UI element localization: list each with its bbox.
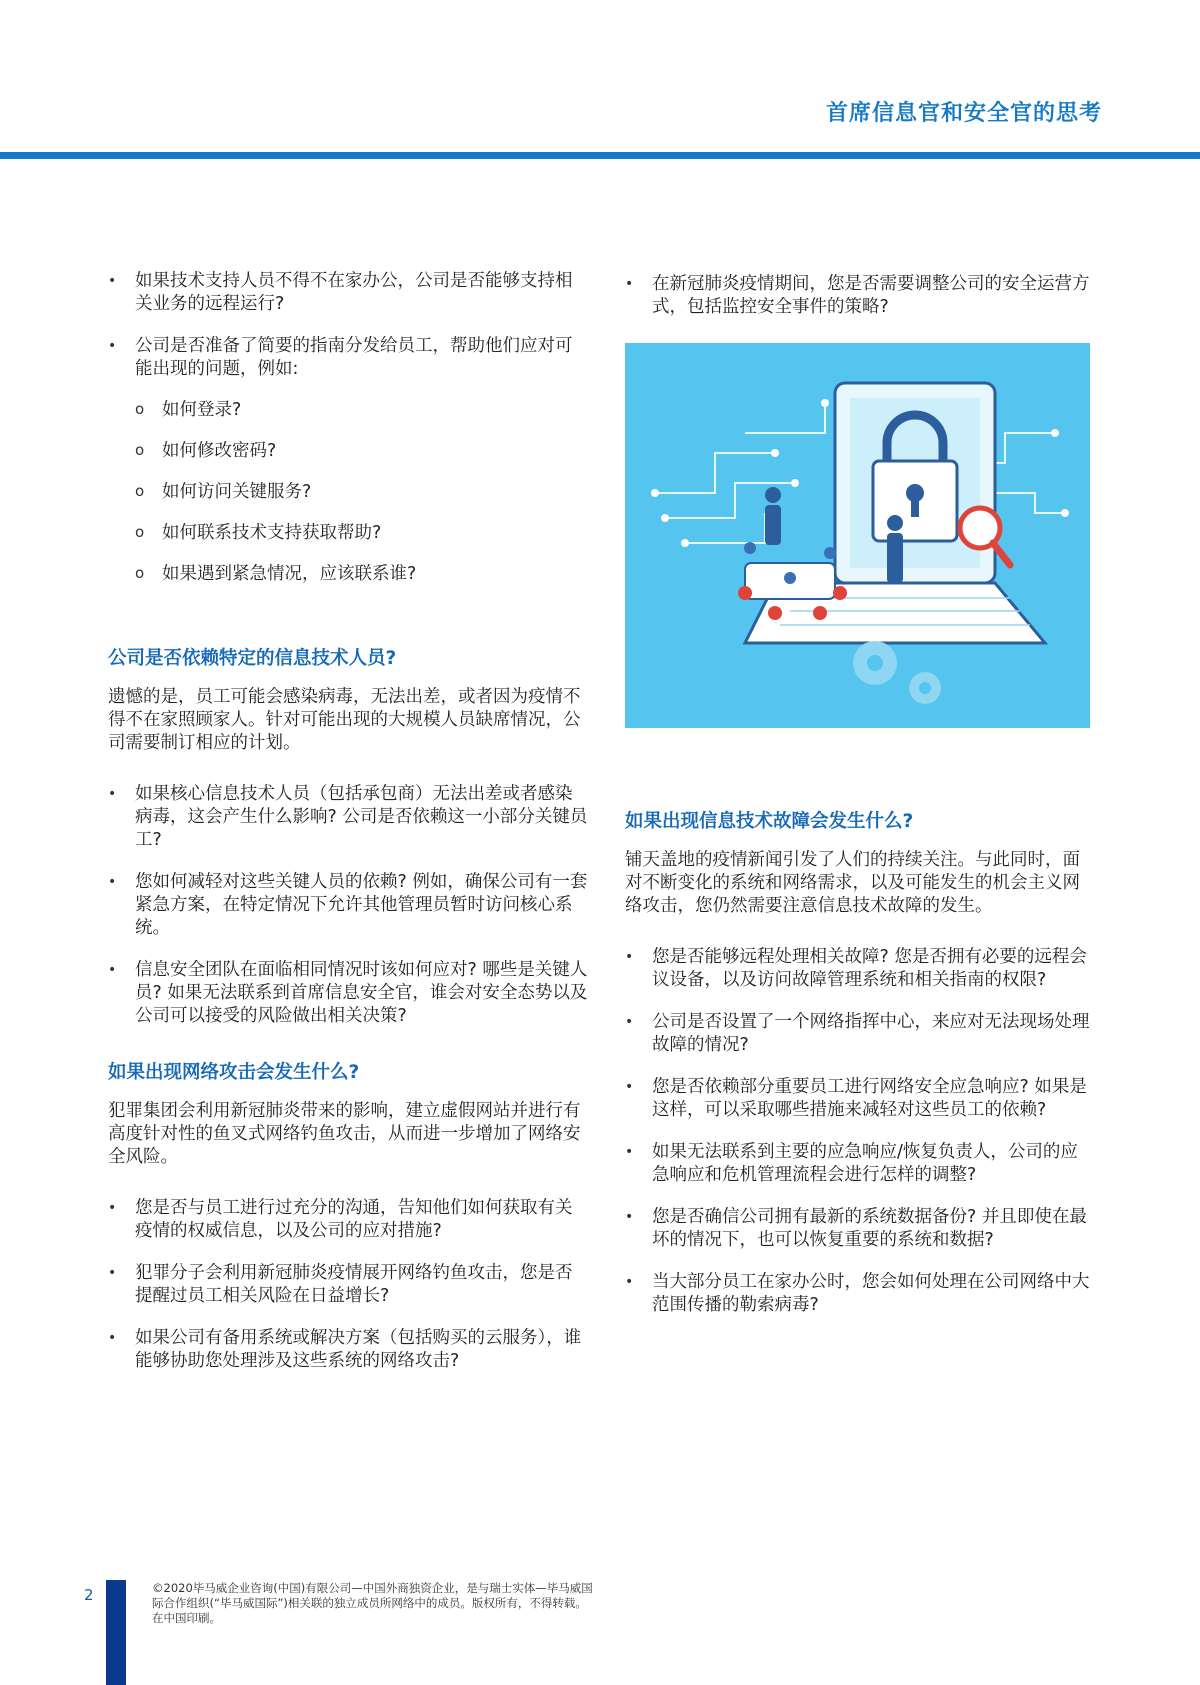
section-heading: 公司是否依赖特定的信息技术人员? (108, 648, 397, 669)
copyright-line: 在中国印刷。 (152, 1611, 221, 1625)
copyright-line: 际合作组织(“毕马威国际”)相关联的独立成员所网络中的成员。版权所有，不得转载。 (152, 1596, 587, 1610)
list-item: • 如果无法联系到主要的应急响应/恢复负责人，公司的应急响应和危机管理流程会进行怎样的调整? (625, 1141, 1090, 1187)
list-item: • 公司是否设置了一个网络指挥中心，来应对无法现场处理故障的情况? (625, 1011, 1090, 1057)
list-item: • 您是否确信公司拥有最新的系统数据备份? 并且即使在最坏的情况下，也可以恢复重要的系统和数据? (625, 1206, 1090, 1252)
list-item: • 您是否能够远程处理相关故障? 您是否拥有必要的远程会议设备，以及访问故障管理系统和相关指南的权限? (625, 946, 1090, 992)
section-list (108, 1197, 588, 1373)
list-item: • 您是否与员工进行过充分的沟通，告知他们如何获取有关疫情的权威信息，以及公司的应对措施? (108, 1197, 588, 1243)
list-item: • 当大部分员工在家办公时，您会如何处理在公司网络中大范围传播的勒索病毒? (625, 1271, 1090, 1317)
right-column (625, 273, 1090, 1336)
list-item-text: 公司是否准备了简要的指南分发给员工，帮助他们应对可能出现的问题，例如: (135, 336, 573, 379)
sub-list-item: o 如何联系技术支持获取帮助? (135, 522, 588, 545)
list-item: • 犯罪分子会利用新冠肺炎疫情展开网络钓鱼攻击，您是否提醒过员工相关风险在日益增长? (108, 1262, 588, 1308)
page-header-title: 首席信息官和安全官的思考 (825, 101, 1102, 126)
list-item: • 如果核心信息技术人员（包括承包商）无法出差或者感染病毒，这会产生什么影响? 公司是否依赖这一小部分关键员工? (108, 783, 588, 852)
list-item: • 信息安全团队在面临相同情况时该如何应对? 哪些是关键人员? 如果无法联系到首席信息安全官，谁会对安全态势以及公司可以接受的风险做出相关决策? (108, 959, 588, 1028)
list-item: • 您是否依赖部分重要员工进行网络安全应急响应? 如果是这样，可以采取哪些措施来减轻对这些员工的依赖? (625, 1076, 1090, 1122)
section-list (108, 783, 588, 1028)
section-heading: 如果出现网络攻击会发生什么? (108, 1062, 360, 1083)
list-item: • 在新冠肺炎疫情期间，您是否需要调整公司的安全运营方式，包括监控安全事件的策略? (625, 273, 1090, 319)
section-heading: 如果出现信息技术故障会发生什么? (625, 811, 914, 832)
left-column (108, 270, 588, 1392)
left-intro-list (108, 270, 588, 586)
list-item: • 您如何减轻对这些关键人员的依赖? 例如，确保公司有一套紧急方案，在特定情况下允许其他管理员暂时访问核心系统。 (108, 871, 588, 940)
list-item: • 如果公司有备用系统或解决方案（包括购买的云服务），谁能够协助您处理涉及这些系统的网络攻击? (108, 1327, 588, 1373)
section-body: 遗憾的是，员工可能会感染病毒，无法出差，或者因为疫情不得不在家照顾家人。针对可能出现的大规模人员缺席情况，公司需要制订相应的计划。 (108, 687, 581, 753)
sub-list (135, 399, 588, 586)
sub-list-item: o 如果遇到紧急情况，应该联系谁? (135, 563, 588, 586)
list-item: • 如果技术支持人员不得不在家办公，公司是否能够支持相关业务的远程运行? (108, 270, 588, 316)
sub-list-item: o 如何访问关键服务? (135, 481, 588, 504)
footer-copyright (152, 1581, 692, 1626)
section-list (625, 946, 1090, 1317)
footer-bar (106, 1580, 126, 1685)
header-rule (0, 152, 1200, 159)
right-intro-list (625, 273, 1090, 319)
sub-list-item: o 如何修改密码? (135, 440, 588, 463)
page-number: 2 (84, 1586, 94, 1604)
section-body: 犯罪集团会利用新冠肺炎带来的影响，建立虚假网站并进行有高度针对性的鱼叉式网络钓鱼攻击，从而进一步增加了网络安全风险。 (108, 1101, 581, 1167)
list-item (108, 335, 588, 586)
cybersecurity-illustration (625, 343, 1090, 728)
section-body: 铺天盖地的疫情新闻引发了人们的持续关注。与此同时，面对不断变化的系统和网络需求，以及可能发生的机会主义网络攻击，您仍然需要注意信息技术故障的发生。 (625, 850, 1080, 916)
sub-list-item: o 如何登录? (135, 399, 588, 422)
copyright-line: ©2020毕马威企业咨询(中国)有限公司—中国外商独资企业，是与瑞士实体—毕马威国 (152, 1581, 593, 1595)
